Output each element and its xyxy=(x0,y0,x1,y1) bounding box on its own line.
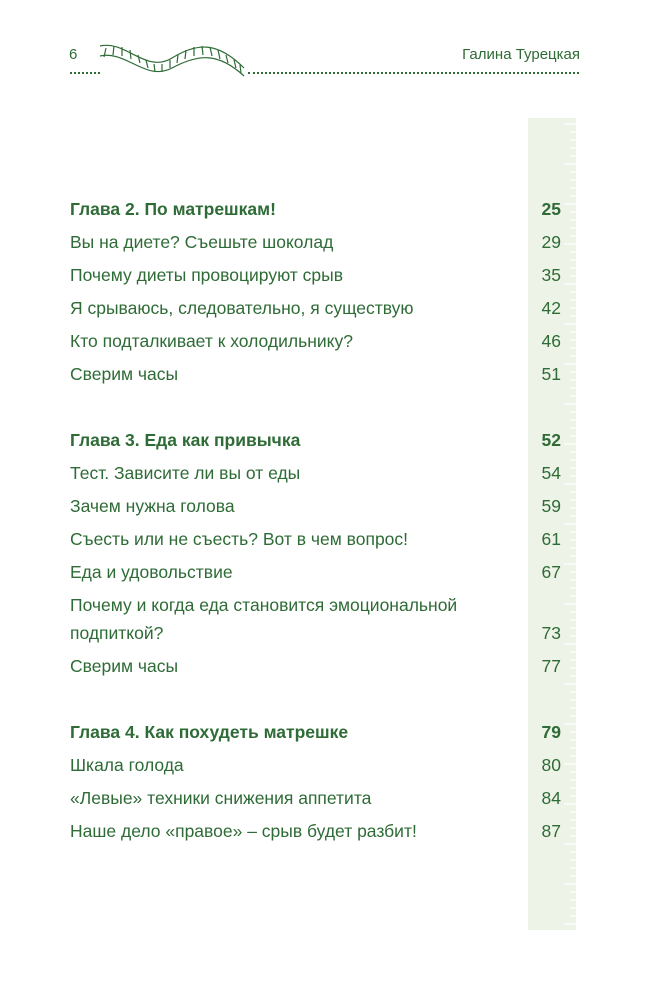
toc-title: Сверим часы xyxy=(70,656,179,676)
toc-page: 46 xyxy=(541,331,561,351)
author-name: Галина Турецкая xyxy=(462,46,580,63)
toc-page: 59 xyxy=(541,496,561,516)
toc-page: 52 xyxy=(541,430,561,450)
toc-page: 51 xyxy=(541,364,561,384)
toc-title: Вы на диете? Съешьте шоколад xyxy=(70,232,334,252)
toc-title-line-1: Почему и когда еда становится эмоциональной xyxy=(70,595,458,615)
toc-page: 67 xyxy=(541,562,561,582)
measuring-tape-icon xyxy=(96,38,248,78)
page-number: 6 xyxy=(69,46,78,63)
header-divider-right xyxy=(248,72,579,74)
toc-title: Еда и удовольствие xyxy=(70,562,233,582)
toc-page: 77 xyxy=(541,656,561,676)
toc-page: 42 xyxy=(541,298,561,318)
toc-page: 54 xyxy=(541,463,561,483)
toc-page: 25 xyxy=(541,199,561,219)
toc-page: 79 xyxy=(541,722,561,742)
toc-page: 84 xyxy=(541,788,561,808)
toc-title: «Левые» техники снижения аппетита xyxy=(70,788,372,808)
toc-title: Глава 3. Еда как привычка xyxy=(70,430,301,450)
toc-page: 80 xyxy=(541,755,561,775)
toc-page: 61 xyxy=(541,529,561,549)
toc-page: 73 xyxy=(541,623,561,643)
toc-title: Шкала голода xyxy=(70,755,184,775)
toc-title: Тест. Зависите ли вы от еды xyxy=(70,463,301,483)
toc-title: Я срываюсь, следовательно, я существую xyxy=(70,298,414,318)
toc-title: Зачем нужна голова xyxy=(70,496,235,516)
toc-title: Кто подталкивает к холодильнику? xyxy=(70,331,353,351)
header-divider-left xyxy=(70,72,100,74)
toc-title: Почему диеты провоцируют срыв xyxy=(70,265,344,285)
toc-title-line-2: подпиткой? xyxy=(70,623,164,643)
toc-title: Сверим часы xyxy=(70,364,179,384)
toc-page: 29 xyxy=(541,232,561,252)
toc-page: 35 xyxy=(541,265,561,285)
toc-page: 87 xyxy=(541,821,561,841)
toc-title: Наше дело «правое» – срыв будет разбит! xyxy=(70,821,417,841)
toc-title: Глава 2. По матрешкам! xyxy=(70,199,276,219)
toc-title: Глава 4. Как похудеть матрешке xyxy=(70,722,349,742)
toc-title: Съесть или не съесть? Вот в чем вопрос! xyxy=(70,529,409,549)
